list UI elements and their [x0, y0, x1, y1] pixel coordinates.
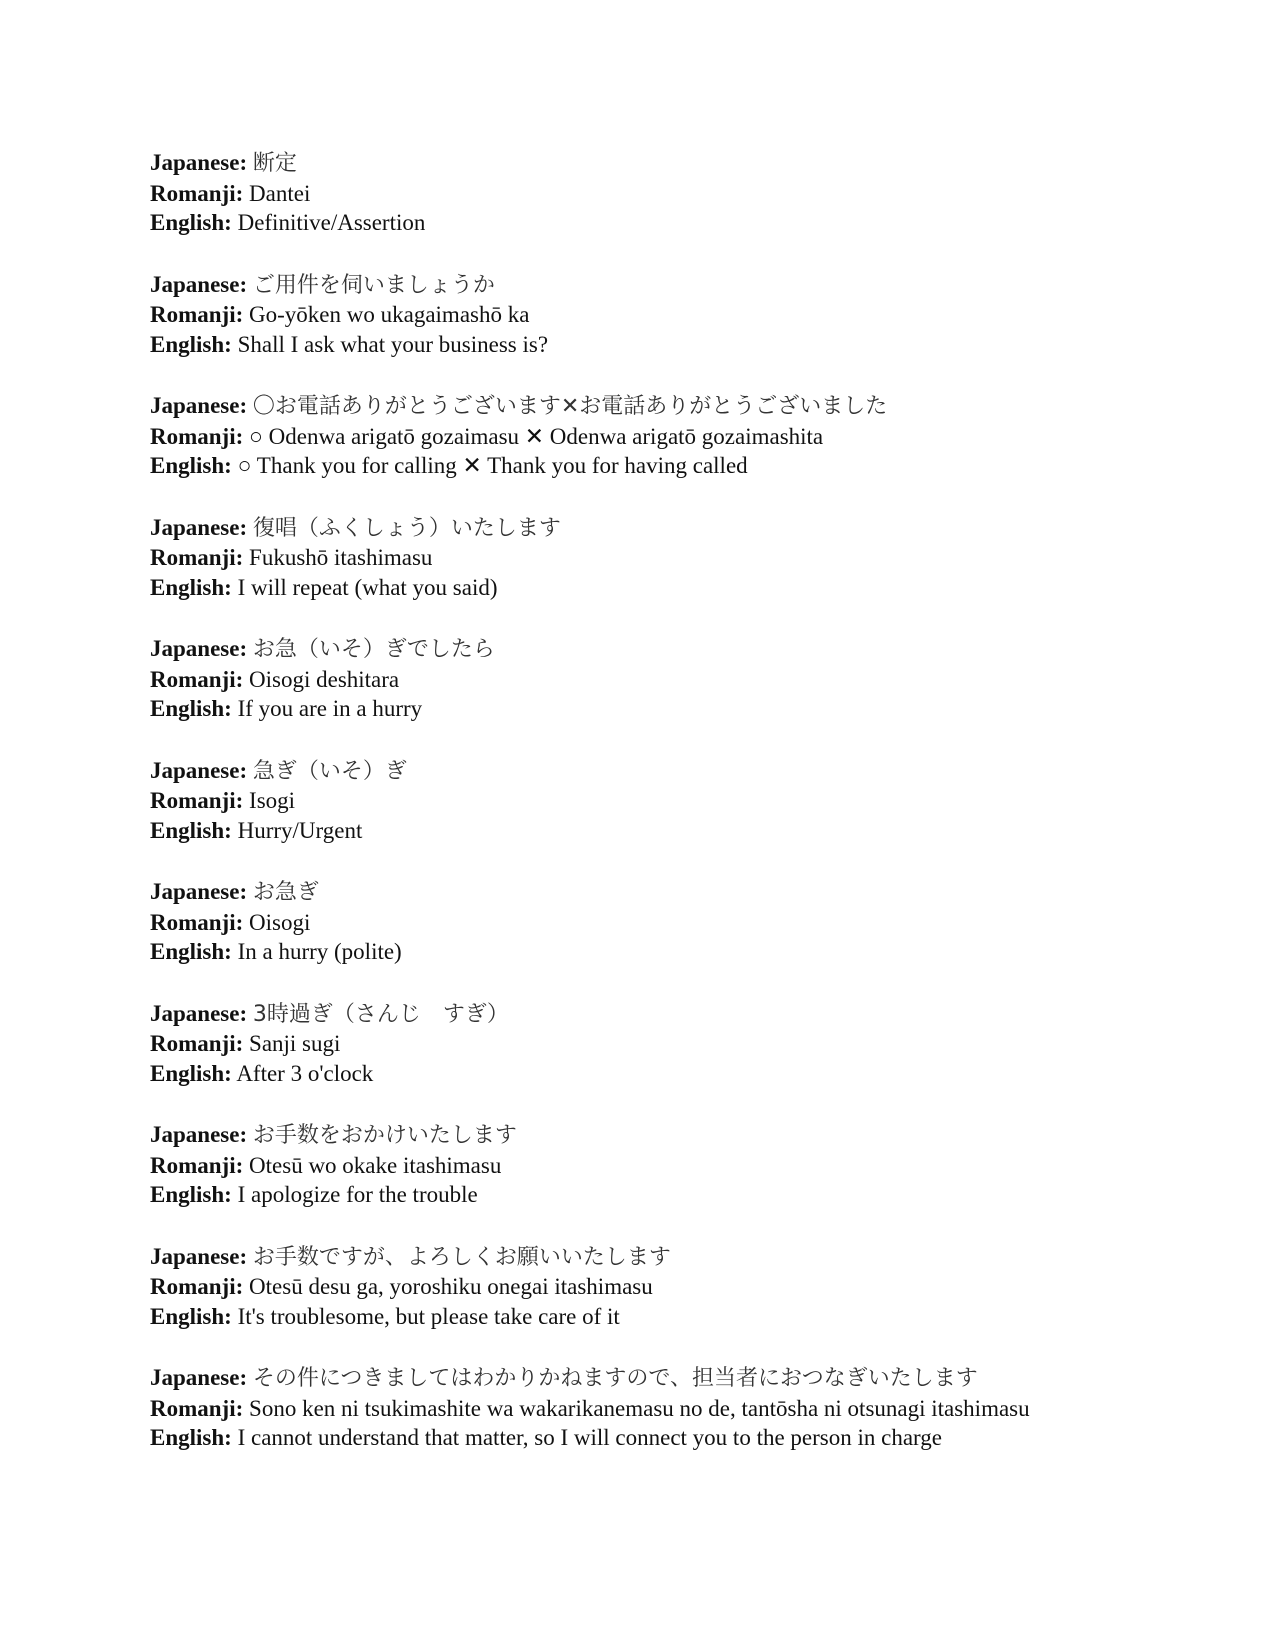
- vocab-entry: [150, 391, 1230, 481]
- japanese-text: お手数ですが、よろしくお願いいたします: [252, 1244, 671, 1270]
- romanji-label: Romanji:: [150, 909, 244, 935]
- romanji-text: Fukushō itashimasu: [249, 545, 433, 570]
- japanese-text: 〇お電話ありがとうございます✕お電話ありがとうございました: [252, 394, 888, 419]
- romanji-line: [150, 422, 1230, 452]
- japanese-text: お急（いそ）ぎでしたら: [252, 637, 495, 662]
- romanji-label: Romanji:: [150, 1152, 244, 1178]
- romanji-text: ○ Odenwa arigatō gozaimasu ✕ Odenwa arigatō gozaimashita: [249, 423, 824, 449]
- romanji-label: Romanji:: [150, 302, 244, 327]
- romanji-text: Sanji sugi: [249, 1031, 341, 1056]
- romanji-label: Romanji:: [150, 423, 244, 449]
- english-label: English:: [150, 1060, 232, 1086]
- romanji-text: Go-yōken wo ukagaimashō ka: [249, 302, 530, 327]
- japanese-text: 復唱（ふくしょう）いたします: [252, 515, 561, 541]
- english-label: English:: [150, 817, 232, 843]
- english-text: ○ Thank you for calling ✕ Thank you for having called: [237, 453, 748, 478]
- japanese-text: 3時過ぎ（さんじ すぎ）: [252, 1001, 509, 1027]
- vocab-entry: [150, 1120, 1230, 1210]
- romanji-line: [150, 1029, 1230, 1059]
- japanese-label: Japanese:: [150, 879, 248, 904]
- romanji-label: Romanji:: [150, 1395, 244, 1421]
- english-text: I cannot understand that matter, so I will connect you to the person in charge: [237, 1425, 942, 1450]
- vocab-entry: [150, 756, 1230, 846]
- japanese-line: [150, 634, 1230, 665]
- english-text: I apologize for the trouble: [237, 1182, 478, 1207]
- japanese-line: [150, 756, 1230, 787]
- japanese-line: [150, 148, 1230, 179]
- romanji-line: [150, 665, 1230, 695]
- vocab-entry: [150, 634, 1230, 724]
- english-label: English:: [150, 939, 232, 964]
- romanji-text: Otesū wo okake itashimasu: [249, 1152, 502, 1178]
- japanese-text: お急ぎ: [252, 880, 319, 905]
- romanji-line: [150, 1394, 1230, 1424]
- romanji-line: [150, 179, 1230, 209]
- english-text: Hurry/Urgent: [237, 817, 363, 843]
- english-text: After 3 o'clock: [236, 1060, 374, 1086]
- romanji-line: [150, 300, 1230, 330]
- romanji-label: Romanji:: [150, 666, 244, 692]
- english-text: It's troublesome, but please take care of it: [237, 1303, 620, 1329]
- document-page: [150, 148, 1230, 1485]
- japanese-label: Japanese:: [150, 393, 248, 418]
- english-text: Shall I ask what your business is?: [237, 331, 549, 357]
- romanji-label: Romanji:: [150, 545, 244, 570]
- japanese-text: お手数をおかけいたします: [252, 1123, 517, 1148]
- japanese-label: Japanese:: [150, 1000, 248, 1026]
- english-line: [150, 573, 1230, 603]
- english-line: [150, 1423, 1230, 1453]
- romanji-label: Romanji:: [150, 1031, 244, 1056]
- japanese-line: [150, 1120, 1230, 1151]
- japanese-label: Japanese:: [150, 514, 248, 540]
- romanji-text: Isogi: [249, 788, 296, 813]
- japanese-label: Japanese:: [150, 1243, 248, 1269]
- english-label: English:: [150, 453, 232, 478]
- japanese-label: Japanese:: [150, 1365, 248, 1390]
- romanji-line: [150, 1272, 1230, 1302]
- english-line: [150, 208, 1230, 238]
- japanese-line: [150, 1363, 1230, 1394]
- japanese-line: [150, 999, 1230, 1030]
- japanese-label: Japanese:: [150, 1122, 248, 1147]
- english-line: [150, 451, 1230, 481]
- english-line: [150, 816, 1230, 846]
- english-text: If you are in a hurry: [237, 696, 423, 721]
- japanese-label: Japanese:: [150, 150, 248, 175]
- english-label: English:: [150, 210, 232, 235]
- japanese-line: [150, 270, 1230, 301]
- japanese-label: Japanese:: [150, 757, 248, 783]
- vocab-entry: [150, 513, 1230, 603]
- english-line: [150, 937, 1230, 967]
- romanji-line: [150, 908, 1230, 938]
- romanji-text: Oisogi: [249, 909, 311, 935]
- romanji-text: Sono ken ni tsukimashite wa wakarikanemasu no de, tantōsha ni otsunagi itashimasu: [249, 1395, 1030, 1421]
- english-text: Definitive/Assertion: [237, 210, 426, 235]
- japanese-line: [150, 391, 1230, 422]
- japanese-label: Japanese:: [150, 271, 248, 297]
- japanese-line: [150, 877, 1230, 908]
- romanji-line: [150, 1151, 1230, 1181]
- english-label: English:: [150, 574, 232, 600]
- japanese-text: 断定: [252, 151, 297, 176]
- english-text: I will repeat (what you said): [237, 574, 498, 600]
- english-label: English:: [150, 331, 232, 357]
- english-label: English:: [150, 1182, 232, 1207]
- japanese-text: 急ぎ（いそ）ぎ: [252, 758, 407, 784]
- vocab-entry: [150, 270, 1230, 360]
- vocab-entry: [150, 148, 1230, 238]
- english-label: English:: [150, 696, 232, 721]
- english-line: [150, 330, 1230, 360]
- romanji-text: Otesū desu ga, yoroshiku onegai itashimasu: [249, 1274, 653, 1299]
- vocab-entry: [150, 999, 1230, 1089]
- english-text: In a hurry (polite): [237, 939, 402, 964]
- japanese-text: その件につきましてはわかりかねますので、担当者におつなぎいたします: [252, 1366, 978, 1391]
- japanese-label: Japanese:: [150, 636, 248, 661]
- english-line: [150, 1302, 1230, 1332]
- romanji-label: Romanji:: [150, 788, 244, 813]
- vocab-entry: [150, 1242, 1230, 1332]
- vocab-entry: [150, 1363, 1230, 1453]
- japanese-line: [150, 513, 1230, 544]
- english-line: [150, 1059, 1230, 1089]
- romanji-label: Romanji:: [150, 1274, 244, 1299]
- english-label: English:: [150, 1303, 232, 1329]
- romanji-text: Oisogi deshitara: [249, 666, 400, 692]
- romanji-line: [150, 543, 1230, 573]
- english-line: [150, 1180, 1230, 1210]
- romanji-text: Dantei: [249, 180, 311, 206]
- japanese-line: [150, 1242, 1230, 1273]
- japanese-text: ご用件を伺いましょうか: [252, 272, 495, 298]
- romanji-line: [150, 786, 1230, 816]
- romanji-label: Romanji:: [150, 180, 244, 206]
- vocab-entry: [150, 877, 1230, 967]
- english-line: [150, 694, 1230, 724]
- english-label: English:: [150, 1425, 232, 1450]
